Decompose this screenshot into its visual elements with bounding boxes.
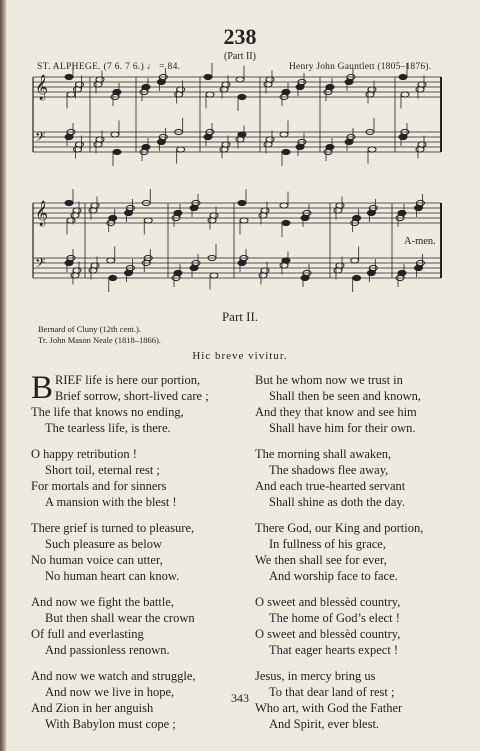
note-head — [91, 203, 99, 208]
note-head — [282, 89, 290, 94]
note-head — [259, 213, 267, 218]
note-head — [65, 260, 73, 265]
note-head — [109, 275, 117, 280]
note-head — [107, 258, 115, 263]
note-head — [109, 215, 117, 220]
note-head — [401, 92, 409, 97]
treble-clef-icon: 𝄞 — [35, 201, 49, 226]
verse-line: Short toil, eternal rest ; — [45, 463, 160, 477]
verse-line: To that dear land of rest ; — [269, 685, 395, 699]
note-head — [334, 208, 342, 213]
note-head — [220, 87, 228, 92]
note-head — [220, 147, 228, 152]
note-head — [240, 218, 248, 223]
note-head — [418, 82, 426, 87]
note-head — [238, 132, 246, 137]
note-head — [282, 258, 290, 263]
music-score — [0, 0, 480, 300]
translator-credit: Tr. John Mason Neale (1818–1866). — [38, 335, 161, 345]
note-head — [238, 94, 246, 99]
note-head — [74, 147, 82, 152]
note-head — [204, 134, 212, 139]
note-head — [113, 89, 121, 94]
note-head — [210, 273, 218, 278]
verse-column-right — [255, 372, 423, 732]
note-head — [111, 132, 119, 137]
note-head — [367, 210, 375, 215]
verse-line: The life that knows no ending, — [31, 405, 184, 419]
note-head — [296, 144, 304, 149]
note-head — [266, 77, 274, 82]
verse-line: The morning shall awaken, — [255, 447, 392, 461]
verse-line: And Zion in her anguish — [31, 701, 154, 715]
verse-line: But then shall wear the crown — [45, 611, 195, 625]
note-head — [366, 92, 374, 97]
score-system-2 — [33, 189, 441, 292]
note-head — [190, 265, 198, 270]
verse-line: O sweet and blessèd country, — [255, 627, 401, 641]
verse-line: And worship face to face. — [269, 569, 398, 583]
verse-line: But he whom now we trust in — [255, 373, 403, 387]
note-head — [345, 79, 353, 84]
note-head — [261, 268, 269, 273]
note-head — [67, 92, 75, 97]
verse-line: And now we fight the battle, — [31, 595, 175, 609]
note-head — [65, 74, 73, 79]
note-head — [345, 139, 353, 144]
verse-line: And each true-hearted servant — [255, 479, 406, 493]
verse-line: And now we watch and struggle, — [31, 669, 196, 683]
note-head — [177, 87, 185, 92]
note-head — [353, 215, 361, 220]
note-head — [125, 270, 133, 275]
part-reference: (Part II) — [224, 51, 256, 62]
note-head — [416, 147, 424, 152]
hymn-number: 238 — [223, 24, 257, 49]
note-head — [367, 270, 375, 275]
note-head — [264, 82, 272, 87]
note-head — [190, 205, 198, 210]
note-head — [238, 200, 246, 205]
stanza — [31, 594, 196, 658]
note-head — [71, 273, 79, 278]
verse-line: In fullness of his grace, — [269, 537, 386, 551]
note-head — [336, 263, 344, 268]
note-head — [282, 220, 290, 225]
author-credit: Bernard of Cluny (12th cent.). — [38, 324, 141, 334]
note-head — [65, 134, 73, 139]
stanza — [31, 520, 196, 584]
note-head — [301, 275, 309, 280]
score-system-1 — [33, 63, 441, 166]
verse-line: Such pleasure as below — [45, 537, 162, 551]
note-head — [74, 87, 82, 92]
verse-line: O happy retribution ! — [31, 447, 137, 461]
note-head — [94, 82, 102, 87]
note-head — [125, 210, 133, 215]
treble-clef-icon: 𝄞 — [35, 75, 49, 100]
note-head — [280, 132, 288, 137]
note-head — [73, 268, 81, 273]
verse-line: Jesus, in mercy bring us — [255, 669, 376, 683]
note-head — [415, 205, 423, 210]
verse-line: RIEF life is here our portion, — [55, 373, 201, 387]
verse-line: And passionless renown. — [45, 643, 170, 657]
latin-title: Hic breve vivitur. — [192, 350, 288, 362]
note-head — [280, 263, 288, 268]
verse-line: The shadows flee away, — [269, 463, 389, 477]
note-head — [65, 200, 73, 205]
note-head — [208, 218, 216, 223]
drop-cap: B — [31, 370, 54, 406]
note-head — [94, 142, 102, 147]
verse-line: There grief is turned to pleasure, — [31, 521, 195, 535]
verse-line: And now we live in hope, — [45, 685, 175, 699]
note-head — [398, 210, 406, 215]
stanza — [255, 594, 423, 658]
note-head — [157, 139, 165, 144]
note-head — [336, 203, 344, 208]
note-head — [71, 213, 79, 218]
verse-line: The tearless life, is there. — [45, 421, 171, 435]
verse-line: With Babylon must cope ; — [45, 717, 176, 731]
note-head — [398, 270, 406, 275]
note-head — [91, 263, 99, 268]
verse-line: We then shall see for ever, — [255, 553, 387, 567]
verse-line: Shall shine as doth the day. — [269, 495, 405, 509]
note-head — [282, 149, 290, 154]
note-head — [238, 260, 246, 265]
note-head — [174, 210, 182, 215]
verse-line: Brief sorrow, short-lived care ; — [55, 389, 209, 403]
note-head — [73, 208, 81, 213]
note-head — [368, 87, 376, 92]
note-head — [142, 144, 150, 149]
note-head — [418, 142, 426, 147]
bass-clef-icon: 𝄢 — [35, 255, 46, 274]
stanza — [31, 370, 209, 436]
note-head — [415, 265, 423, 270]
note-head — [261, 208, 269, 213]
stanza — [31, 446, 196, 510]
note-head — [353, 275, 361, 280]
note-head — [96, 137, 104, 142]
note-head — [351, 258, 359, 263]
note-head — [142, 84, 150, 89]
note-head — [399, 134, 407, 139]
note-head — [89, 268, 97, 273]
note-head — [89, 208, 97, 213]
note-head — [296, 84, 304, 89]
verse-line: Shall then be seen and known, — [269, 389, 422, 403]
verse-line: For mortals and for sinners — [31, 479, 167, 493]
verse-line: That eager hearts expect ! — [269, 643, 399, 657]
note-head — [222, 82, 230, 87]
note-head — [236, 137, 244, 142]
page-number: 343 — [231, 691, 249, 705]
note-head — [326, 84, 334, 89]
note-head — [177, 147, 185, 152]
stanza — [255, 520, 423, 584]
note-head — [204, 74, 212, 79]
note-head — [175, 92, 183, 97]
note-head — [210, 213, 218, 218]
note-head — [96, 77, 104, 82]
verse-column-left — [31, 370, 209, 732]
note-head — [368, 147, 376, 152]
note-head — [264, 142, 272, 147]
note-head — [76, 82, 84, 87]
note-head — [301, 215, 309, 220]
amen-lyric: A-men. — [404, 236, 436, 247]
verse-line: And Spirit, ever blest. — [269, 717, 380, 731]
note-head — [416, 87, 424, 92]
verse-line: The home of God’s elect ! — [269, 611, 400, 625]
verse-line: O sweet and blessèd country, — [255, 595, 401, 609]
verse-line: A mansion with the blest ! — [45, 495, 177, 509]
note-head — [206, 92, 214, 97]
part-title: Part II. — [221, 309, 259, 324]
stanza — [255, 446, 423, 510]
bass-clef-icon: 𝄢 — [35, 129, 46, 148]
note-head — [113, 149, 121, 154]
note-head — [222, 142, 230, 147]
note-head — [157, 79, 165, 84]
note-head — [280, 203, 288, 208]
verse-line: There God, our King and portion, — [255, 521, 424, 535]
note-head — [174, 270, 182, 275]
note-head — [266, 137, 274, 142]
note-head — [144, 218, 152, 223]
verse-line: Of full and everlasting — [31, 627, 144, 641]
note-head — [236, 77, 244, 82]
tune-name: ST. ALPHEGE. (7 6. 7 6.) ♩ = 84. — [37, 62, 181, 72]
composer-credit: Henry John Gauntlett (1805–1876). — [289, 62, 432, 72]
note-head — [399, 74, 407, 79]
note-head — [67, 218, 75, 223]
verse-line: And they that know and see him — [255, 405, 417, 419]
verse-line: No human voice can utter, — [31, 553, 163, 567]
stanza — [255, 372, 423, 436]
note-head — [76, 142, 84, 147]
verse-line: Who art, with God the Father — [255, 701, 403, 715]
note-head — [259, 273, 267, 278]
verse-line: No human heart can know. — [45, 569, 180, 583]
verse-line: Shall have him for their own. — [269, 421, 416, 435]
note-head — [326, 144, 334, 149]
note-head — [334, 268, 342, 273]
